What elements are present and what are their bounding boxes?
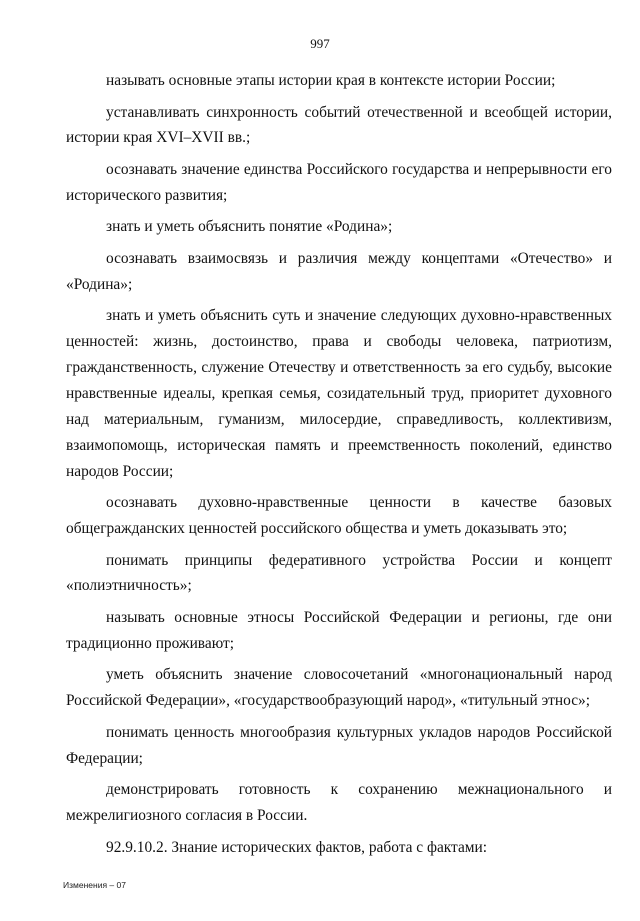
paragraph-6: знать и уметь объяснить суть и значение следующих духовно-нравственных ценностей: жизнь, достоинство, права и свободы человека, патриотизм, гражданственность, служение Отечеству и ответственность за его судьбу, высокие нравственные идеалы, крепкая семья, созидательный труд, приоритет духовного над материальным, гуманизм, милосердие, справедливость, коллективизм, взаимопомощь, историческая память и преемственность поколений, единство народов России; (66, 307, 612, 480)
paragraph-10: уметь объяснить значение словосочетаний «многонациональный народ Российской Федерации», «государствообразующий народ», «титульный этнос»; (66, 666, 612, 710)
paragraph-3: осознавать значение единства Российского государства и непрерывности его исторического развития; (66, 160, 612, 204)
paragraph-7: осознавать духовно-нравственные ценности в качестве базовых общегражданских ценностей российского общества и уметь доказывать это; (66, 494, 612, 538)
page-number: 997 (310, 36, 330, 51)
paragraph-8: понимать принципы федеративного устройства России и концепт «полиэтничность»; (66, 551, 612, 595)
paragraph-4: знать и уметь объяснить понятие «Родина»; (106, 218, 393, 236)
document-body (66, 68, 612, 861)
paragraph-5: осознавать взаимосвязь и различия между концептами «Отечество» и «Родина»; (66, 249, 612, 293)
paragraph-11: понимать ценность многообразия культурных укладов народов Российской Федерации; (66, 723, 612, 767)
paragraph-9: называть основные этносы Российской Федерации и регионы, где они традиционно проживают; (66, 608, 612, 652)
paragraph-12: демонстрировать готовность к сохранению межнационального и межрелигиозного согласия в России. (66, 781, 612, 825)
footer-revision-note: Изменения – 07 (63, 880, 126, 890)
paragraph-1: называть основные этапы истории края в контексте истории России; (106, 72, 556, 89)
section-heading: 92.9.10.2. Знание исторических фактов, работа с фактами: (106, 838, 488, 856)
paragraph-2: устанавливать синхронность событий отечественной и всеобщей истории, истории края XVI–XVII вв.; (66, 103, 612, 147)
